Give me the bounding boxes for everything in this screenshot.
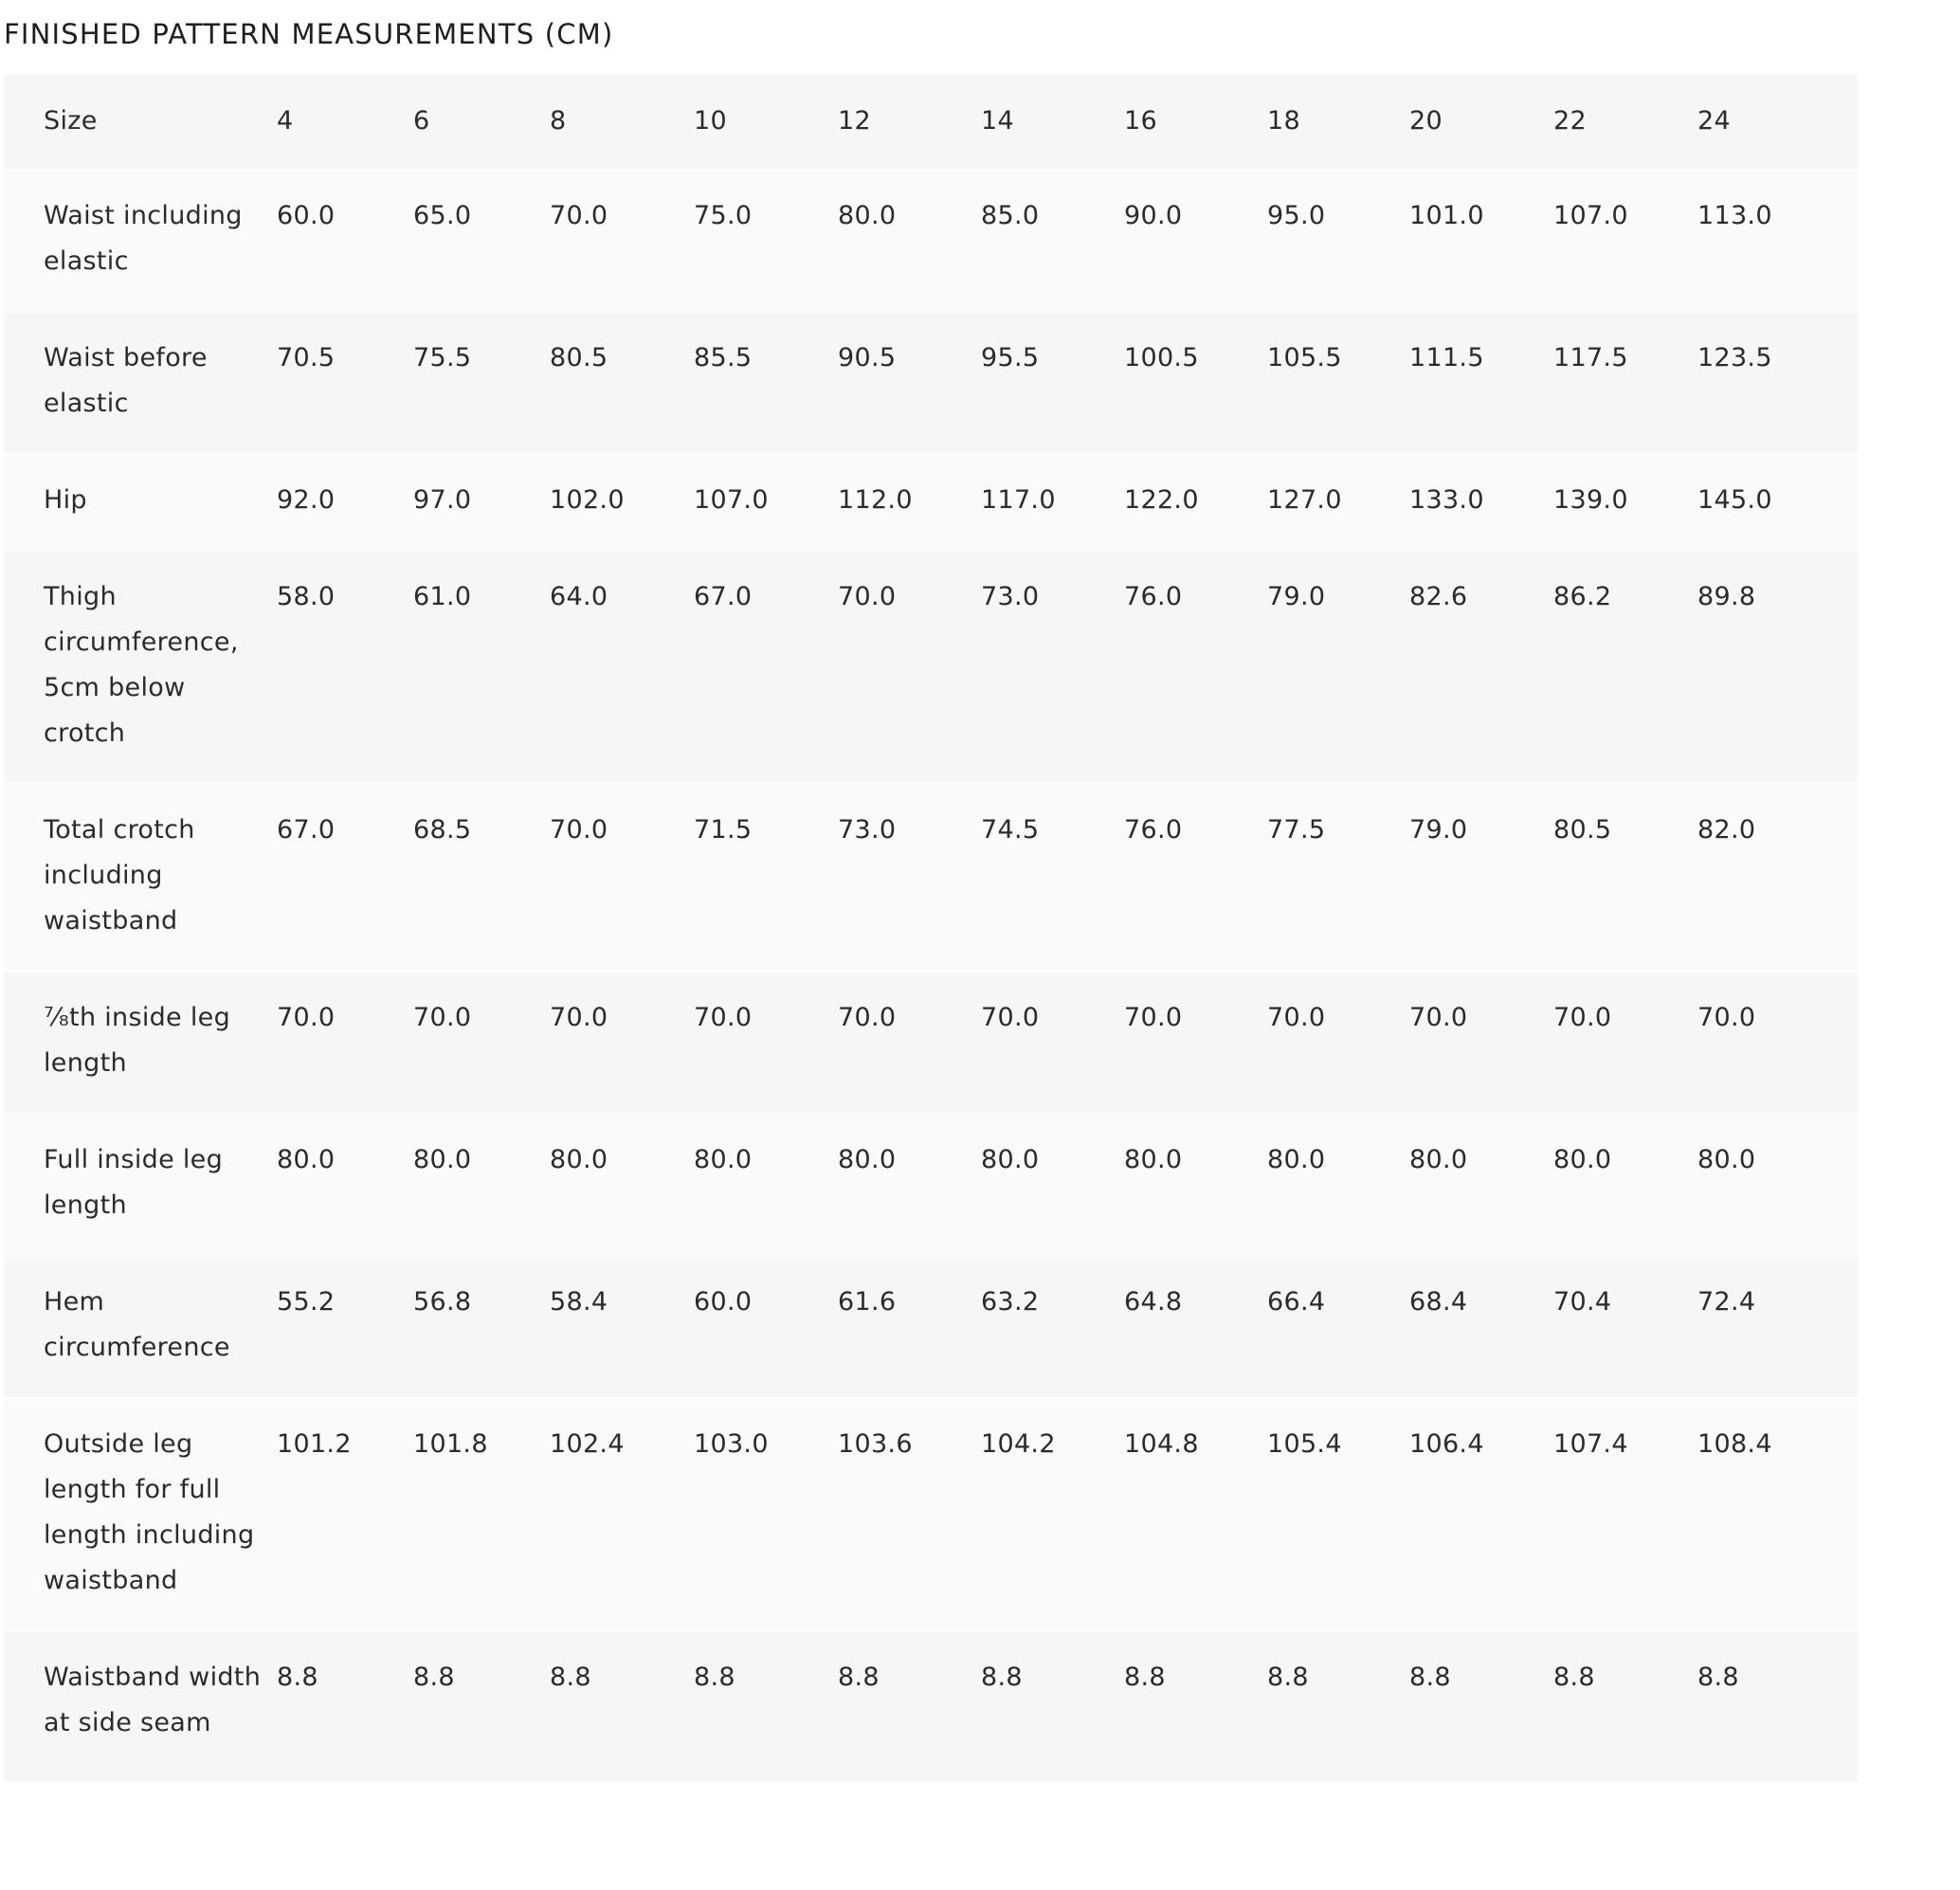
value-cell: 68.4 <box>1409 1287 1468 1317</box>
table-row <box>4 551 1858 784</box>
value-cell: 8.8 <box>1267 1663 1309 1692</box>
value-cell: 67.0 <box>694 582 753 611</box>
size-header-cell: 12 <box>838 106 871 136</box>
value-cell: 101.2 <box>277 1429 352 1459</box>
value-cell: 89.8 <box>1697 582 1756 611</box>
value-cell: 117.0 <box>981 485 1056 515</box>
value-cell: 70.0 <box>1124 1003 1183 1032</box>
value-cell: 80.0 <box>838 1145 897 1174</box>
value-cell: 112.0 <box>838 485 913 515</box>
value-cell: 92.0 <box>277 485 336 515</box>
value-cell: 70.0 <box>838 1003 897 1032</box>
value-cell: 8.8 <box>1409 1663 1451 1692</box>
value-cell: 58.4 <box>550 1287 608 1317</box>
table-row <box>4 1114 1858 1256</box>
value-cell: 70.0 <box>413 1003 472 1032</box>
value-cell: 95.5 <box>981 343 1040 373</box>
value-cell: 80.5 <box>550 343 608 373</box>
value-cell: 75.0 <box>694 201 753 230</box>
value-cell: 8.8 <box>1553 1663 1595 1692</box>
value-cell: 67.0 <box>277 815 336 845</box>
value-cell: 8.8 <box>277 1663 318 1692</box>
value-cell: 66.4 <box>1267 1287 1326 1317</box>
value-cell: 56.8 <box>413 1287 472 1317</box>
value-cell: 80.5 <box>1553 815 1612 845</box>
value-cell: 127.0 <box>1267 485 1342 515</box>
value-cell: 80.0 <box>1267 1145 1326 1174</box>
value-cell: 74.5 <box>981 815 1040 845</box>
value-cell: 70.0 <box>550 815 608 845</box>
header-label: Size <box>44 106 98 136</box>
value-cell: 80.0 <box>1409 1145 1468 1174</box>
value-cell: 80.0 <box>1553 1145 1612 1174</box>
value-cell: 105.5 <box>1267 343 1342 373</box>
table-row <box>4 454 1858 551</box>
value-cell: 70.0 <box>1267 1003 1326 1032</box>
row-label: ⁷⁄₈th inside leg length <box>44 1003 231 1078</box>
row-label: Full inside leg length <box>44 1145 224 1220</box>
value-cell: 102.0 <box>550 485 625 515</box>
value-cell: 108.4 <box>1697 1429 1772 1459</box>
value-cell: 70.5 <box>277 343 336 373</box>
page-title: FINISHED PATTERN MEASUREMENTS (CM) <box>4 18 614 50</box>
row-label: Waistband width at side seam <box>44 1663 262 1737</box>
value-cell: 107.0 <box>694 485 769 515</box>
value-cell: 70.0 <box>1553 1003 1612 1032</box>
value-cell: 73.0 <box>981 582 1040 611</box>
value-cell: 80.0 <box>550 1145 608 1174</box>
value-cell: 103.6 <box>838 1429 913 1459</box>
size-header-cell: 16 <box>1124 106 1157 136</box>
value-cell: 70.0 <box>550 1003 608 1032</box>
value-cell: 90.5 <box>838 343 897 373</box>
table-body <box>4 74 1858 1783</box>
value-cell: 8.8 <box>1697 1663 1739 1692</box>
value-cell: 63.2 <box>981 1287 1040 1317</box>
size-header-cell: 8 <box>550 106 567 136</box>
value-cell: 79.0 <box>1267 582 1326 611</box>
value-cell: 64.8 <box>1124 1287 1183 1317</box>
row-label: Hip <box>44 485 87 515</box>
value-cell: 76.0 <box>1124 582 1183 611</box>
value-cell: 58.0 <box>277 582 336 611</box>
value-cell: 104.2 <box>981 1429 1056 1459</box>
value-cell: 8.8 <box>838 1663 880 1692</box>
value-cell: 100.5 <box>1124 343 1199 373</box>
value-cell: 86.2 <box>1553 582 1612 611</box>
value-cell: 70.4 <box>1553 1287 1612 1317</box>
value-cell: 8.8 <box>694 1663 735 1692</box>
value-cell: 76.0 <box>1124 815 1183 845</box>
value-cell: 111.5 <box>1409 343 1484 373</box>
value-cell: 8.8 <box>550 1663 591 1692</box>
value-cell: 64.0 <box>550 582 608 611</box>
value-cell: 101.8 <box>413 1429 488 1459</box>
row-label: Waist including elastic <box>44 201 243 276</box>
value-cell: 61.0 <box>413 582 472 611</box>
value-cell: 102.4 <box>550 1429 625 1459</box>
value-cell: 123.5 <box>1697 343 1772 373</box>
value-cell: 65.0 <box>413 201 472 230</box>
value-cell: 80.0 <box>413 1145 472 1174</box>
value-cell: 73.0 <box>838 815 897 845</box>
value-cell: 55.2 <box>277 1287 336 1317</box>
value-cell: 145.0 <box>1697 485 1772 515</box>
value-cell: 80.0 <box>694 1145 753 1174</box>
value-cell: 61.6 <box>838 1287 897 1317</box>
value-cell: 70.0 <box>1697 1003 1756 1032</box>
table-header-row <box>4 74 1858 170</box>
value-cell: 85.5 <box>694 343 753 373</box>
value-cell: 85.0 <box>981 201 1040 230</box>
row-label: Waist before elastic <box>44 343 208 418</box>
table-row <box>4 1398 1858 1631</box>
size-header-cell: 22 <box>1553 106 1587 136</box>
value-cell: 133.0 <box>1409 485 1484 515</box>
table-row <box>4 972 1858 1114</box>
value-cell: 117.5 <box>1553 343 1628 373</box>
row-label: Thigh circumference, 5cm below crotch <box>44 582 239 748</box>
size-header-cell: 24 <box>1697 106 1731 136</box>
value-cell: 8.8 <box>413 1663 455 1692</box>
size-header-cell: 4 <box>277 106 294 136</box>
size-header-cell: 18 <box>1267 106 1300 136</box>
size-header-cell: 14 <box>981 106 1014 136</box>
table-row <box>4 170 1858 312</box>
size-header-cell: 6 <box>413 106 430 136</box>
value-cell: 106.4 <box>1409 1429 1484 1459</box>
value-cell: 107.0 <box>1553 201 1628 230</box>
value-cell: 80.0 <box>1124 1145 1183 1174</box>
value-cell: 79.0 <box>1409 815 1468 845</box>
row-label: Hem circumference <box>44 1287 230 1362</box>
value-cell: 8.8 <box>981 1663 1023 1692</box>
size-header-cell: 10 <box>694 106 727 136</box>
value-cell: 77.5 <box>1267 815 1326 845</box>
value-cell: 113.0 <box>1697 201 1772 230</box>
value-cell: 105.4 <box>1267 1429 1342 1459</box>
value-cell: 68.5 <box>413 815 472 845</box>
value-cell: 70.0 <box>277 1003 336 1032</box>
table-row <box>4 1631 1858 1783</box>
size-header-cell: 20 <box>1409 106 1443 136</box>
value-cell: 101.0 <box>1409 201 1484 230</box>
row-label: Outside leg length for full length including waistband <box>44 1429 255 1595</box>
value-cell: 103.0 <box>694 1429 769 1459</box>
value-cell: 80.0 <box>277 1145 336 1174</box>
table-row <box>4 312 1858 454</box>
value-cell: 71.5 <box>694 815 753 845</box>
row-label: Total crotch including waistband <box>44 815 195 936</box>
value-cell: 104.8 <box>1124 1429 1199 1459</box>
value-cell: 82.0 <box>1697 815 1756 845</box>
measurements-table <box>4 74 1858 1784</box>
value-cell: 95.0 <box>1267 201 1326 230</box>
value-cell: 107.4 <box>1553 1429 1628 1459</box>
value-cell: 90.0 <box>1124 201 1183 230</box>
value-cell: 70.0 <box>981 1003 1040 1032</box>
value-cell: 139.0 <box>1553 485 1628 515</box>
value-cell: 8.8 <box>1124 1663 1166 1692</box>
table-row <box>4 1256 1858 1398</box>
value-cell: 72.4 <box>1697 1287 1756 1317</box>
value-cell: 60.0 <box>694 1287 753 1317</box>
value-cell: 122.0 <box>1124 485 1199 515</box>
value-cell: 82.6 <box>1409 582 1468 611</box>
value-cell: 60.0 <box>277 201 336 230</box>
table-row <box>4 784 1858 972</box>
value-cell: 80.0 <box>981 1145 1040 1174</box>
value-cell: 80.0 <box>838 201 897 230</box>
value-cell: 70.0 <box>838 582 897 611</box>
value-cell: 70.0 <box>1409 1003 1468 1032</box>
value-cell: 75.5 <box>413 343 472 373</box>
value-cell: 80.0 <box>1697 1145 1756 1174</box>
value-cell: 70.0 <box>550 201 608 230</box>
value-cell: 70.0 <box>694 1003 753 1032</box>
value-cell: 97.0 <box>413 485 472 515</box>
